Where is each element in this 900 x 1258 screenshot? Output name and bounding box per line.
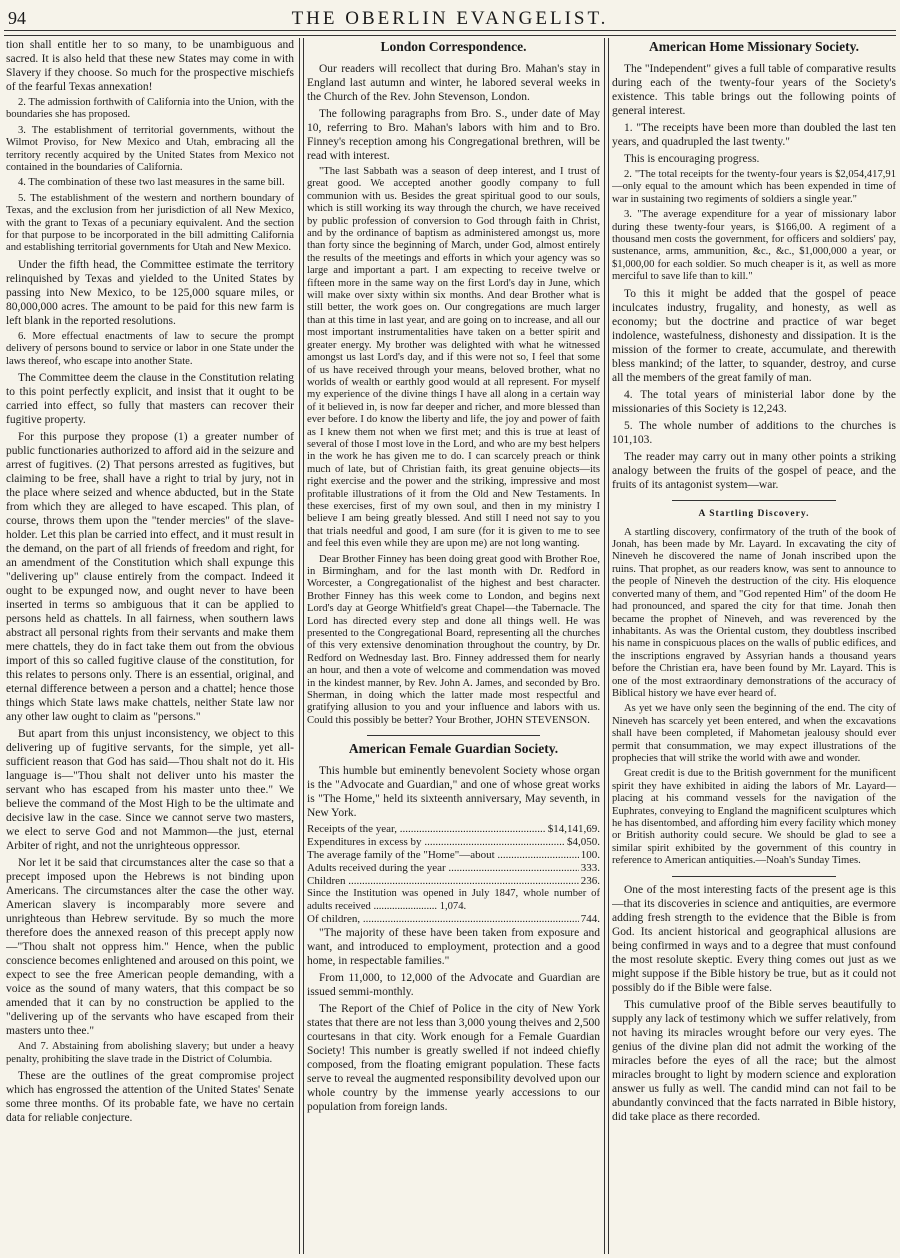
column-divider: [299, 38, 304, 1254]
stat-label: The average family of the "Home"—about .....: [307, 849, 579, 862]
stat-value: 744.: [580, 913, 600, 926]
paragraph: tion shall entitle her to so many, to be unambiguous and sacred. It is also held that these new States may come in with Slavery if they choose. So much for the prospective mischiefs of the fearful Texas annexation!: [6, 39, 294, 93]
paragraph: This is encouraging progress.: [624, 153, 760, 165]
stat-label: Children .....: [307, 875, 579, 888]
stat-value: $4,050.: [567, 836, 600, 849]
paragraph: 1. "The receipts have been more than doubled the last ten years, and quadrupled the last twenty.": [612, 122, 896, 148]
paragraph: To this it might be added that the gospel of peace inculcates industry, frugality, and honesty, as well as economy; but the doctrine and practice of war beget indolence, wastefulness, dishonesty and dissipation. It is the mission of the former to create, accumulate, and therewith bless mankind; of the latter, to squander, destroy, and curse all the members of the great family of man.: [612, 287, 896, 384]
header-double-rule: [4, 30, 896, 36]
stat-label: Receipts of the year, .....: [307, 823, 546, 836]
paragraph: The "Independent" gives a full table of comparative results during each of the twenty-four years of the Society's existence. This table brings out the following points of general interest.: [612, 63, 896, 117]
paragraph: Our readers will recollect that during Bro. Mahan's stay in England last autumn and winter, he labored several weeks in the Church of the Rev. John Stevenson, London.: [307, 63, 600, 103]
paragraph: As yet we have only seen the beginning of the end. The city of Nineveh has scarcely yet been entered, and when the excavations shall have been completed, if Mahometan jealousy should ever permit that consummation, we may expect illustrations of the prophecies that will strike the world with awe and wonder.: [612, 703, 896, 764]
stat-row: [307, 875, 600, 888]
paragraph: But apart from this unjust inconsistency, we object to this delivering up of fugitive servants, for the simple, yet all-sufficient reason that God has said—Thou shalt not do it. His language is—"Thou shalt not deliver unto his master the servant who has escaped from his master unto thee." We believe the command of the Most High to be the ultimate and decisive law in the case. Since we cannot serve two masters, we elect to serve God and not Mammon—the just, eternal Arbiter of right, and not the unrighteous oppressor.: [6, 728, 294, 853]
paragraph: The Committee deem the clause in the Constitution relating to this point perfectly explicit, and insist that it ought to be carried into effect, so fully that masters can recover their fugitive property.: [6, 372, 294, 427]
paragraph: A startling discovery, confirmatory of the truth of the book of Jonah, has been made by Mr. Layard. In excavating the city of Nineveh he discovered the name of Jonah inscribed upon the ruins. That prophet, as our readers know, was sent to announce to the people of Nineveh the destruction of the city. His eloquence converted many of them, and "God repented Him" of the doom He had pronounced, and spared the city for that time. Jonah then became the prophet of Nineveh, and was reverenced by the inhabitants. As was the Oriental custom, they doubtless inscribed his name in conspicuous places on the walls of public edifices, and the inscriptions engraved by Assyrian hands a thousand years before the Christian era, have been found by Mr. Layard. This is one of the most extraordinary demonstrations of the accuracy of Biblical history we have ever heard of.: [612, 526, 896, 699]
stat-label: Expenditures in excess by .....: [307, 836, 565, 849]
paragraph: Dear Brother Finney has been doing great good with Brother Roe, in Birmingham, and for the last month with Dr. Redford in Worcester, a Congregationalist of the highest and best character. Brother Finney has this week come to London, and begins next Lord's day at George Whitfield's great Chapel—the Tabernacle. The Lord has directed every step and done all things well. He was presented to the Congregational Board, representing all the churches of this very extensive denomination throughout the country, by Dr. Redford on Wednesday last. Bro. Finney addressed them for nearly an hour, and then a vote of welcome and commendation was moved in the kindest manner, by Rev. John A. James, and seconded by Bro. Sherman, in doing which the latter made most respectful and gratifying allusion to you and your influence and labors with us. Could this possibly be better? Your Brother, JOHN STEVENSON.: [307, 553, 600, 726]
stat-value: 1,074.: [439, 900, 467, 912]
paragraph: The reader may carry out in many other points a striking analogy between the fruits of the gospel of peace, and the fruits of its antagonist system—war.: [612, 450, 896, 491]
stat-row: [307, 836, 600, 849]
heading-london-correspondence: London Correspondence.: [380, 39, 527, 54]
section-rule: [672, 500, 836, 501]
page-number: 94: [8, 8, 26, 28]
heading-home-missionary-society: American Home Missionary Society.: [649, 39, 859, 54]
stat-value: 100.: [580, 849, 600, 862]
paragraph: From 11,000, to 12,000 of the Advocate and Guardian are issued semmi-monthly.: [307, 972, 600, 999]
stat-value: $14,141,69.: [547, 823, 600, 836]
section-rule: [367, 735, 540, 736]
paragraph: 2. The admission forthwith of California into the Union, with the boundaries she has proposed.: [6, 97, 294, 121]
stat-label: Of children, .....: [307, 913, 579, 926]
paragraph: This humble but eminently benevolent Society whose organ is the "Advocate and Guardian," and one of whose great works is "The Home," held its sixteenth anniversary, May seventh, in New York.: [307, 765, 600, 820]
stat-row: [307, 862, 600, 875]
stat-since-text: Since the Institution was opened in July 1847, whole number of adults received ........................ 1,074.: [307, 888, 600, 912]
masthead-title: THE OBERLIN EVANGELIST.: [291, 8, 609, 29]
column-divider: [604, 38, 609, 1254]
paragraph: 5. The whole number of additions to the churches is 101,103.: [612, 419, 896, 446]
stat-value: 236.: [580, 875, 600, 888]
paragraph: "The last Sabbath was a season of deep interest, and I trust of great good. We accepted another goodly company to full communion with us. Besides the great spiritual good to our souls, which is still working its way through the church, we have received by public profession of conversion to God through faith in Christ, and by the ordinance of baptism as administered amongst us, more than forty since the beginning of March, under God, almost entirely the results of the meetings and efforts in which your agency was so large and important a part. I am expecting to receive twelve or fifteen more in the same way on the first Lord's day in June, which will make over sixty within six months. And dear Brother what is still better, the work goes on. Our congregations are much larger than at this time in last year, and are going on to increase, and all our most important instrumentalities have taken on a better spirit and greater energy. My brother was delighted with what he witnessed amongst us last Lord's day, and if this were not so, I feel that some of us have received through your means, beloved brother, what no worlds of wealth or earthly good would at all represent. For myself my experience of the divine things I have all along in a certain way of it believed in, is now far deeper and richer, and more blessed than ever before. I do know the liberty and life, the joy and power of faith as I knew them not when we first met; and this is true at least of several of those I most love in the Lord, and who are my best helpers in the work he has given me to do. I can scarcely preach or think much of late, but of Christian faith, its great genuine objects—its right exercise and the power and the striking, impressive and most profitable illustrations of it from the Old and New Testaments. In these exercises, first of my own soul, and then in my ministry I believe I am being greatly blessed. And still I need not say to you that trials needful and good, I am sure (for it is given to me to see and feel this even while they are upon me) are not long wanting.: [307, 166, 600, 550]
page-header: [4, 6, 896, 32]
column-1: [6, 38, 294, 1254]
stat-row: [307, 823, 600, 836]
paragraph: The following paragraphs from Bro. S., under date of May 10, referring to Bro. Mahan's labors with him and to Bro. Finney's reception among his Congregational brethren, will be read with interest.: [307, 108, 600, 162]
paragraph: 3. The establishment of territorial governments, without the Wilmot Proviso, for New Mexico and Utah, embracing all the territory recently acquired by the United States from Mexico not contained in the boundaries of California.: [6, 124, 294, 174]
heading-startling-discovery: A Startling Discovery.: [698, 508, 810, 519]
stat-row: [307, 913, 600, 926]
paragraph: And 7. Abstaining from abolishing slavery; but under a heavy penalty, prohibiting the slave trade in the District of Columbia.: [6, 1041, 294, 1065]
paragraph: 3. "The average expenditure for a year of missionary labor during these twenty-four years, is $166,00. A regiment of a thousand men costs the government, for officers and soldiers' pay, sustenance, arms, ammunition, &c., &c., $1,000,000 a year, or $1,000,00 for each soldier. So much cheaper is it, as well as more merciful to save life than to kill.": [612, 209, 896, 283]
paragraph: Great credit is due to the British government for the munificent spirit they have exhibited in aiding the labors of Mr. Layard—placing at his command vessels for the navigation of the Euphrates, conveying to England the magnificent sculptures which he has disentombed, and affording him every facility which money or British authority could secure. We should be glad to see a similar spirit exhibited by the government of this country in reference to American antiquities.—Noah's Sunday Times.: [612, 768, 896, 867]
column-3: [612, 38, 896, 1254]
stat-row: [307, 849, 600, 862]
paragraph: 4. The total years of ministerial labor done by the missionaries of this Society is 12,243.: [612, 388, 896, 415]
stat-label: Adults received during the year .....: [307, 862, 579, 875]
paragraph: One of the most interesting facts of the present age is this—that its discoveries in science and antiquities, are evermore adding fresh strength to the evidence that the Bible is from God. Its ancient historical and geographical allusions are being confirmed in ways and to a degree that must confound the most resolute skeptic. Every thing comes out just as we might suppose if the Bible history be true, but as it could not possibly do if the Bible were false.: [612, 883, 896, 994]
paragraph: Under the fifth head, the Committee estimate the territory relinquished by Texas and yielded to the United States by passing into New Mexico, to be 125,000 square miles, or 80,000,000 acres. The amount to be paid for this new farm is left blank in the reported resolutions.: [6, 258, 294, 327]
paragraph: 6. More effectual enactments of law to secure the prompt delivery of persons bound to service or labor in one State under the laws thereof, who escape into another State.: [6, 330, 294, 367]
section-rule: [672, 876, 836, 877]
paragraph: This cumulative proof of the Bible serves beautifully to supply any lack of testimony which we suffer relatively, from not having its miracles wrought before our very eyes. The genius of the divine plan did not admit the working of the miracles before the eyes of all the race; but the almost miracles brought to light by modern science and exploration answer us fully as well. The candid mind can not fail to be abundantly convinced that the facts narrated in Bible history, did take place as there recorded.: [612, 998, 896, 1123]
paragraph: For this purpose they propose (1) a greater number of public functionaries authorized to afford aid in the seizure and arrest of fugitives. (2) That persons arrested as fugitives, but claiming to be free, shall have a right to trial by jury, not in the place where seized and whence abducted, but in the State from which they are alleged to have escaped. This plan, of course, throws them upon the "tender mercies" of the slave-holder. Let this plan be carried into effect, and it must result in the demand, on the part of all friends of freedom and right, for an amendment of the Constitution which shall expunge this "delivering up" clause entirely from the compact. Indeed it ought to be expunged now, and ought never to have been inserted in terms so ambiguous that it can be applied to persons held as chattels. In all fairness, when southern laws abstract all personal rights from their servants and make them mere chattels, they do in fact take them out from the obvious import of this so called fugitive clause of the constitution, for this relates to persons only. There is an essential, original, and eternal difference between a person and a chattel; hence those things which State laws make chattels, neither State law nor any other law ought to claim as "persons.": [6, 431, 294, 724]
paragraph: "The majority of these have been taken from exposure and want, and introduced to employment, protection and a good home, in respectable families.": [307, 927, 600, 968]
paragraph: The Report of the Chief of Police in the city of New York states that there are not less than 3,000 young theives and 2,500 courtesans in that city. Work enough for a Female Guardian Society! This number is greatly swelled if not indeed chiefly composed, from the floating emigrant population. These facts serve to reveal the augmented responsibility devolved upon our whole country by the immense yearly accessions to our population from foreign lands.: [307, 1003, 600, 1114]
paragraph: These are the outlines of the great compromise project which has engrossed the attention of the United States' Senate some three months. Of its probable fate, we have no certain data for reliable conjecture.: [6, 1069, 294, 1124]
heading-female-guardian-society: American Female Guardian Society.: [348, 741, 559, 757]
paragraph: 4. The combination of these two last measures in the same bill.: [18, 177, 285, 189]
paragraph: Nor let it be said that circumstances alter the case so that a precept imposed upon the Hebrews is not binding upon Americans. The circumstances alter the case the other way. American slavery is incomparably more severe and unrighteous than Hebrew servitude. By so much the more therefore does the annexed reason of this precept apply now—"Thou shalt not oppress him." Hence, when the public conscience becomes enlightened and aroused on this point, we expect to see the free American people demanding, with a voice as the sound of many waters, that this compact be so amended that it can by no construction be applied to the "delivering up of the servants who have escaped from their masters unto thee.": [6, 857, 294, 1038]
paragraph: 5. The establishment of the western and northern boundary of Texas, and the exclusion from her jurisdiction of all New Mexico, with the grant to Texas of a pecuniary equivalent. And the section for that purpose to be incorporated in the bill admitting California and establishing territorial governments for Utah and New Mexico.: [6, 192, 294, 254]
stat-label: Since the Institution was opened in July 1847, whole number of adults received: [307, 888, 600, 912]
stat-value: 333.: [580, 862, 600, 875]
column-2: [307, 38, 600, 1254]
paragraph: 2. "The total receipts for the twenty-four years is $2,054,417,91—only equal to the amount which has been expended in time of war in sustaining two regiments of soldiers a single year.": [612, 169, 896, 205]
